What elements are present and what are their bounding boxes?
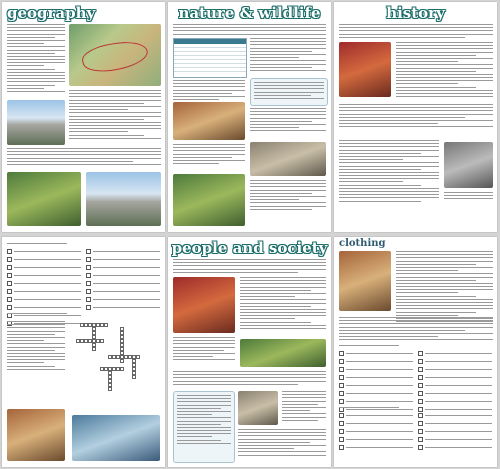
page-title-nature: nature & wildlife [178, 4, 321, 22]
page-title-people: people and society [171, 239, 328, 257]
geography-text-2 [7, 148, 161, 167]
valley-photo [86, 172, 161, 226]
crossword-clues [7, 321, 65, 372]
true-false-list-left [7, 249, 81, 329]
page-title-history: history [386, 4, 445, 22]
child-photo [7, 409, 65, 461]
people-text-4 [282, 391, 326, 423]
exercise-heading [339, 345, 399, 348]
terraces-photo [7, 172, 81, 226]
climate-table [173, 38, 247, 78]
true-false-list-left [339, 351, 413, 415]
info-box [250, 78, 328, 106]
history-text [396, 42, 493, 99]
forest-photo [173, 174, 245, 226]
people-photo [173, 277, 235, 333]
people-text [240, 277, 326, 331]
true-false-list-right [86, 249, 160, 313]
history-intro-text [339, 24, 493, 40]
nature-text-4 [173, 144, 245, 166]
temple-photo [339, 42, 391, 97]
traditional-dress-photo [339, 251, 391, 311]
page-exercises [2, 237, 165, 467]
nature-text [250, 38, 326, 73]
true-false-list-right [418, 351, 492, 415]
history-text-3 [339, 140, 439, 204]
history-text-2 [339, 104, 493, 130]
page-title-geography: geography [7, 4, 96, 22]
portrait-caption [444, 192, 493, 202]
people-text-3 [173, 371, 326, 387]
clothing-text-2 [339, 317, 493, 343]
crossword-heading [7, 313, 67, 316]
tiger-photo [250, 142, 326, 176]
exercise-heading [7, 243, 67, 246]
intro-text [7, 24, 65, 94]
nature-text-2 [173, 80, 245, 102]
nature-text-5 [250, 180, 326, 212]
people-intro-text [173, 259, 326, 275]
clothing-text [396, 251, 493, 324]
exercise-heading-2 [339, 407, 399, 410]
crossword-grid [72, 319, 160, 405]
king-portrait [444, 142, 493, 188]
multiple-choice-right [418, 413, 492, 453]
multiple-choice-left [339, 413, 413, 453]
nepal-map-image [69, 24, 161, 86]
page-people [168, 237, 331, 467]
himalaya-photo [7, 100, 65, 145]
nature-intro-text [173, 24, 326, 37]
page-clothing [334, 237, 497, 467]
mountain-village-photo [72, 415, 160, 461]
geography-text [69, 90, 161, 141]
nature-text-3 [250, 108, 326, 134]
sherpa-photo [238, 391, 278, 425]
rice-field-photo [240, 339, 326, 367]
people-text-5 [238, 429, 326, 458]
page-history [334, 2, 497, 232]
sherpa-info-box [173, 391, 235, 463]
page-geography [2, 2, 165, 232]
wildlife-photo [173, 102, 245, 140]
people-text-2 [173, 337, 235, 363]
page-title-clothing: clothing [339, 238, 386, 249]
page-nature [168, 2, 331, 232]
